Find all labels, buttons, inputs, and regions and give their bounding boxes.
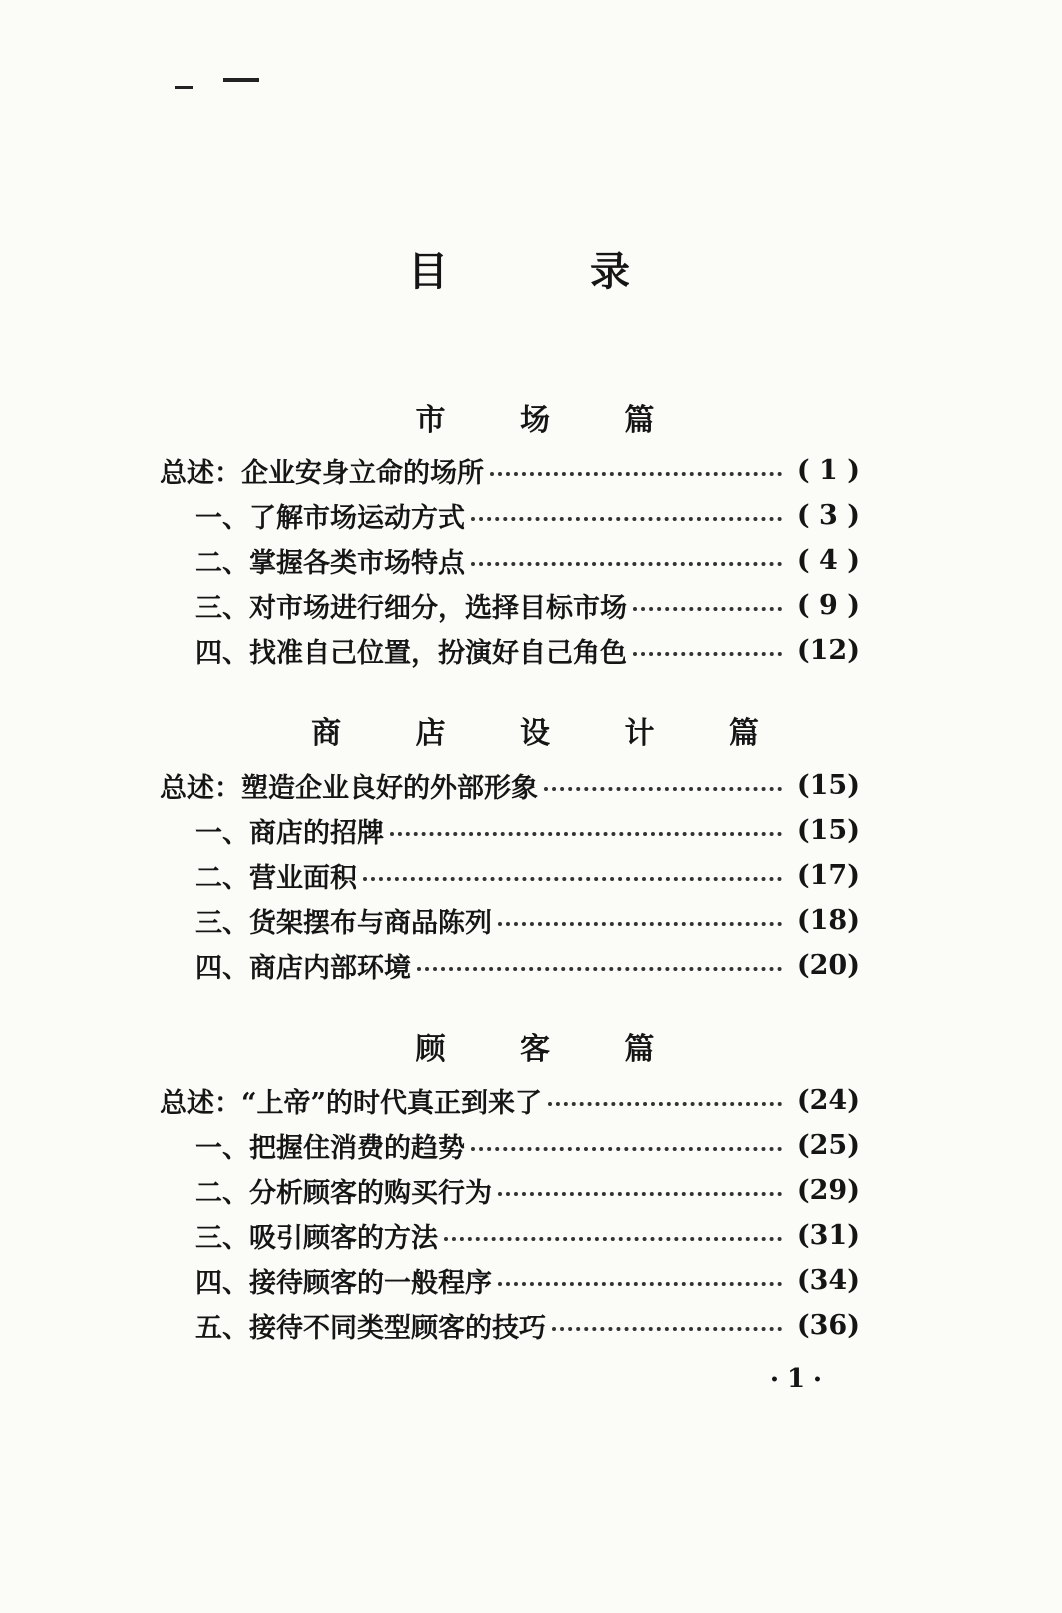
toc-entry <box>195 945 860 985</box>
toc-entry <box>160 1080 860 1120</box>
toc-entry-title: 二、掌握各类市场特点 <box>195 547 465 579</box>
toc-entry-page: (17) <box>796 859 860 891</box>
dot-leader <box>548 1102 782 1106</box>
toc-entry-page: (31) <box>796 1219 860 1251</box>
toc-entry <box>195 855 860 895</box>
toc-entry <box>160 765 860 805</box>
toc-entry <box>195 810 860 850</box>
toc-entry <box>195 585 860 625</box>
page-number: • 1 • <box>762 1364 830 1394</box>
toc-entry <box>195 1170 860 1210</box>
toc-entry <box>195 1125 860 1165</box>
toc-entry-title: 四、接待顾客的一般程序 <box>195 1267 492 1299</box>
dot-leader <box>490 472 782 476</box>
dot-leader <box>417 967 782 971</box>
toc-entry-title: 总述：企业安身立命的场所 <box>160 457 484 489</box>
toc-entry <box>195 540 860 580</box>
toc-entry-page: ( 1 ) <box>796 454 860 486</box>
toc-entry-page: ( 4 ) <box>796 544 860 576</box>
toc-entry-page: (15) <box>796 769 860 801</box>
section-heading-store-design: 商 店 设 计 篇 <box>311 716 791 751</box>
toc-entry-title: 二、营业面积 <box>195 862 357 894</box>
toc-entry-page: (12) <box>796 634 860 666</box>
toc-entry-title: 三、对市场进行细分，选择目标市场 <box>195 592 627 624</box>
dot-leader <box>498 1192 782 1196</box>
toc-entry-title: 一、商店的招牌 <box>195 817 384 849</box>
toc-entry <box>195 495 860 535</box>
dot-leader <box>471 562 782 566</box>
dot-leader <box>498 922 782 926</box>
toc-entry-title: 三、吸引顾客的方法 <box>195 1222 438 1254</box>
toc-entry-page: (15) <box>796 814 860 846</box>
toc-entry-title: 四、商店内部环境 <box>195 952 411 984</box>
toc-entry <box>160 450 860 490</box>
toc-entry-page: (20) <box>796 949 860 981</box>
toc-entry-page: (18) <box>796 904 860 936</box>
toc-entry-title: 一、了解市场运动方式 <box>195 502 465 534</box>
page-title: 目 录 <box>408 248 694 295</box>
dot-leader <box>471 517 782 521</box>
toc-entry-page: (29) <box>796 1174 860 1206</box>
toc-entry-page: ( 9 ) <box>796 589 860 621</box>
section-heading-market: 市 场 篇 <box>415 403 687 438</box>
toc-entry <box>195 630 860 670</box>
toc-entry-title: 总述：塑造企业良好的外部形象 <box>160 772 538 804</box>
toc-entry-title: 五、接待不同类型顾客的技巧 <box>195 1312 546 1344</box>
toc-entry <box>195 1260 860 1300</box>
toc-entry-page: (36) <box>796 1309 860 1341</box>
toc-entry <box>195 1215 860 1255</box>
dot-leader <box>633 652 782 656</box>
corner-mark <box>175 76 265 90</box>
dot-leader <box>390 832 782 836</box>
toc-entry-title: 总述：“上帝”的时代真正到来了 <box>160 1087 543 1119</box>
toc-entry-page: ( 3 ) <box>796 499 860 531</box>
toc-entry-page: (25) <box>796 1129 860 1161</box>
toc-entry <box>195 900 860 940</box>
toc-entry-title: 二、分析顾客的购买行为 <box>195 1177 492 1209</box>
dot-leader <box>471 1147 782 1151</box>
dot-leader <box>498 1282 782 1286</box>
dot-leader <box>633 607 782 611</box>
toc-entry-title: 一、把握住消费的趋势 <box>195 1132 465 1164</box>
toc-entry-title: 四、找准自己位置，扮演好自己角色 <box>195 637 627 669</box>
section-heading-customer: 顾 客 篇 <box>415 1032 687 1067</box>
dot-leader <box>363 877 782 881</box>
dot-leader <box>444 1237 782 1241</box>
dot-leader <box>552 1327 782 1331</box>
toc-entry-page: (34) <box>796 1264 860 1296</box>
toc-entry-page: (24) <box>796 1084 860 1116</box>
toc-entry-title: 三、货架摆布与商品陈列 <box>195 907 492 939</box>
dot-leader <box>544 787 782 791</box>
toc-entry <box>195 1305 860 1345</box>
